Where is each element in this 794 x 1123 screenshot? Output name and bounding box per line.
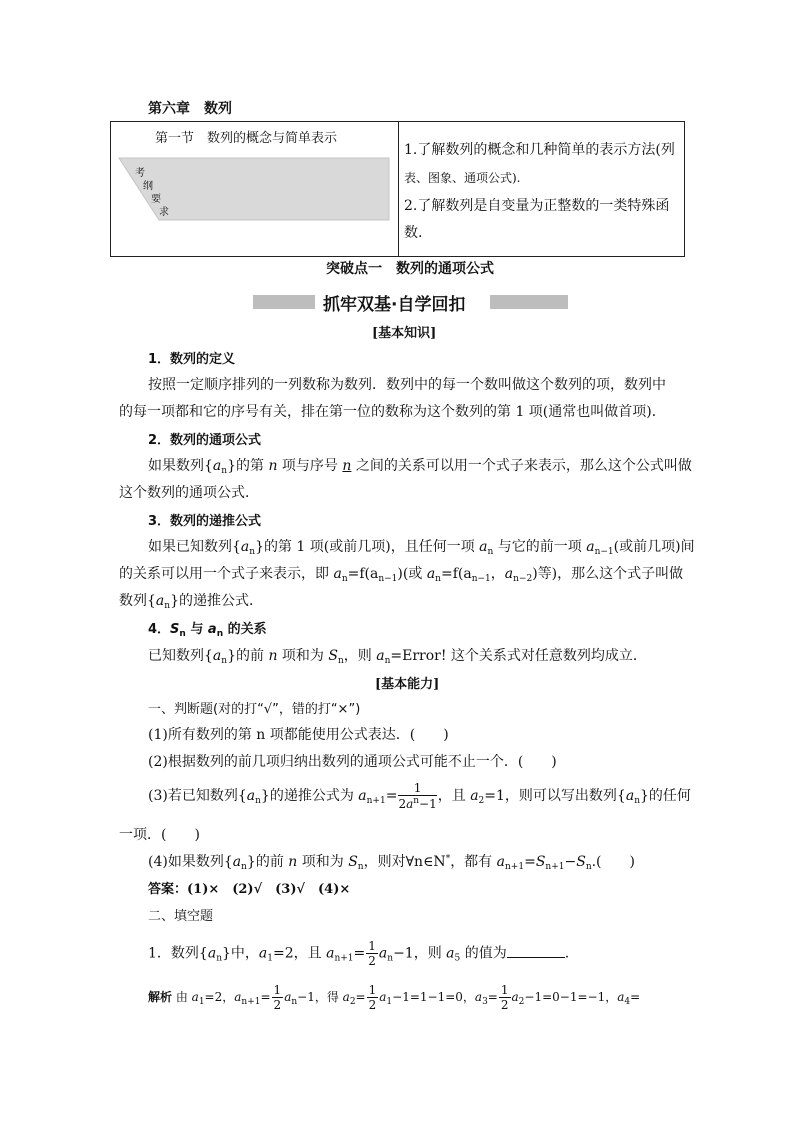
part1-q2: (2)根据数列的前几项归纳出数列的通项公式可能不止一个．( ) — [148, 754, 557, 770]
requirements-cell — [399, 122, 685, 257]
frac-den: $2a^n-1$ — [398, 796, 437, 811]
part1-answer: 答案：(1)× (2)√ (3)√ (4)× — [148, 882, 351, 897]
math-f: =f(a — [440, 566, 472, 582]
math-sub: n — [387, 953, 394, 964]
fraction — [499, 984, 511, 1011]
p2q1c: =2，且 — [273, 945, 327, 962]
math-a: a — [446, 945, 455, 962]
k3-l1a: 如果已知数列{ — [148, 539, 241, 555]
k3-l2b: (或 — [402, 566, 427, 582]
chapter-title: 第六章 数列 — [148, 101, 232, 117]
math-sub: n — [221, 656, 228, 666]
k2-l1b: }的第 — [227, 458, 269, 474]
section-cell — [111, 122, 399, 257]
math-a: a — [333, 566, 342, 582]
math-sub: n−1 — [594, 547, 614, 557]
math-a: a — [470, 788, 479, 804]
math-sub: n — [634, 796, 640, 806]
part1-heading: 一、判断题(对的打“√”，错的打“×”) — [148, 702, 361, 717]
math-sub: n — [164, 601, 171, 611]
requirements-table — [110, 121, 685, 257]
fraction — [272, 984, 284, 1011]
k3-l1d: (或前几项)间 — [613, 539, 695, 555]
math-close: ) — [397, 566, 403, 582]
k3-heading: 3．数列的递推公式 — [148, 514, 262, 529]
k3-l1b: }的第 1 项(或前几项)，且任何一项 — [255, 539, 480, 555]
frac-num: 1 — [273, 983, 282, 997]
frac-num: 1 — [368, 983, 377, 997]
fraction — [366, 940, 378, 967]
math-a: a — [212, 458, 222, 474]
q4a: (4)如果数列{ — [148, 854, 233, 870]
math-a: a — [479, 539, 488, 555]
k2-l1d: 之间的关系可以用一个式子来表示，那么这个公式叫做 — [351, 458, 692, 474]
k4-hc: 的关系 — [223, 622, 267, 637]
math-N: n∈N — [414, 854, 446, 870]
banner-title: 抓牢双基·自学回扣 — [323, 295, 466, 315]
math-sub: n−1 — [471, 574, 491, 584]
k2-line-2: 这个数列的通项公式． — [119, 485, 259, 501]
math-sub: n — [241, 862, 247, 872]
q3e: }的任何 — [639, 788, 691, 804]
k3-line-2: 的关系可以用一个式子来表示，即 $a_n=f(a_{n-1})$(或 $a_n=f(a_{n-1}$，$a_{n-2}$)等)，那么这个式子叫做 — [119, 566, 684, 584]
math-a: a — [326, 945, 335, 962]
an-a: 由 — [172, 990, 192, 1004]
k3-l2c: 等)，那么这个式子叫做 — [537, 566, 684, 582]
k3-l2a: 的关系可以用一个式子来表示，即 — [119, 566, 334, 582]
p2q1a: 1．数列{ — [148, 945, 208, 962]
an-e: −1=0−1=−1， — [524, 990, 618, 1004]
q3d: =1，则可以写出数列{ — [484, 788, 626, 804]
k1-line-1: 按照一定顺序排列的一列数称为数列．数列中的每一个数叫做这个数列的项，数列中 — [148, 377, 666, 393]
math-a: a — [258, 945, 268, 962]
req-line-3: 2.了解数列是自变量为正整数的一类特殊函 — [404, 198, 670, 214]
math-f: =f(a — [347, 566, 379, 582]
math-a: a — [378, 945, 388, 962]
math-S: S — [170, 622, 180, 637]
math-sub: n — [435, 574, 441, 584]
math-S: S — [328, 648, 338, 664]
math-sub: n — [384, 656, 391, 666]
frac-den: 2 — [368, 998, 377, 1012]
math-a: a — [376, 648, 385, 664]
math-sub: n — [179, 629, 186, 639]
math-a: a — [246, 788, 256, 804]
part1-q3-line1: (3)若已知数列$\{a_n\}$的递推公式为 $a_{n+1}=$ $\frac{1}{2a^n-1}$ ，且 $a_2=1$，则可以写出数列$\{a_n\}$的任何 — [148, 781, 691, 811]
banner-bar-right — [490, 295, 568, 309]
q4b: }的前 — [246, 854, 289, 870]
q4e: ，都有 — [450, 854, 497, 870]
k4-l1e: =Error! 这个关系式对任意数列均成立． — [390, 648, 647, 664]
q4d: ，则对∀ — [363, 854, 415, 870]
k3-l3a: 数列{ — [119, 593, 156, 609]
k2-heading: 2．数列的通项公式 — [148, 433, 262, 448]
math-a: a — [240, 539, 250, 555]
q3a: (3)若已知数列{ — [148, 788, 247, 804]
breakthrough-title: 突破点一 数列的通项公式 — [326, 261, 494, 277]
k4-l1c: 项和为 — [277, 648, 329, 664]
math-sub: n — [341, 574, 348, 584]
an-d: −1=1−1=0， — [392, 990, 475, 1004]
part1-q3-line2: 一项．( ) — [119, 827, 200, 843]
p2q1d: −1，则 — [393, 945, 447, 962]
an-c: −1，得 — [297, 990, 343, 1004]
math-a: a — [207, 622, 217, 637]
part2-heading: 二、填空题 — [148, 909, 214, 924]
frac-den: 2 — [500, 998, 509, 1012]
basic-knowledge-header: [基本知识] — [372, 326, 437, 341]
req-line-1: 1.了解数列的概念和几种简单的表示方法(列 — [404, 142, 675, 158]
k2-line-1 — [148, 455, 692, 476]
math-a: a — [358, 788, 367, 804]
k3-line-1 — [148, 536, 695, 557]
q3c: ，且 — [437, 788, 471, 804]
kaogang-char-2: 纲 — [143, 181, 153, 192]
analysis-label: 解析 — [148, 990, 173, 1004]
q4c: 项和为 — [297, 854, 349, 870]
math-sub: n−2 — [513, 574, 533, 584]
basic-ability-header: [基本能力] — [375, 677, 440, 692]
math-S: S — [348, 854, 358, 870]
k1-line-2: 的每一项都和它的序号有关，排在第一位的数称为这个数列的第 1 项(通常也叫做首项)． — [119, 404, 666, 420]
frac-num: 1 — [368, 939, 376, 953]
math-a: a — [212, 648, 222, 664]
math-a: a — [426, 566, 436, 582]
fraction — [367, 984, 379, 1011]
k4-l1a: 已知数列{ — [148, 648, 213, 664]
math-sub: n — [216, 953, 222, 964]
k3-l3b: }的递推公式． — [170, 593, 263, 609]
math-sub: n — [337, 656, 344, 666]
math-n: n — [268, 458, 278, 474]
answer-blank[interactable] — [507, 945, 565, 958]
frac-den: 2 — [368, 954, 376, 968]
k4-l1b: }的前 — [227, 648, 269, 664]
math-a: a — [155, 593, 165, 609]
part1-q4: (4)如果数列$\{a_n\}$的前 n 项和为 $S_n$，则对∀n∈N*，都有 $a_{n+1}=S_{n+1}-S_n$.( ) — [148, 854, 635, 872]
k3-l1c: 与它的前一项 — [493, 539, 587, 555]
k4-l1d: ，则 — [343, 648, 377, 664]
math-a: a — [625, 788, 635, 804]
math-a: a — [232, 854, 242, 870]
an-b: =2， — [204, 990, 235, 1004]
q3b: }的递推公式为 — [260, 788, 359, 804]
frac-num: 1 — [398, 782, 436, 796]
math-sub: n — [357, 862, 364, 872]
part1-q1: (1)所有数列的第 n 项都能使用公式表达．( ) — [148, 727, 449, 743]
math-sub: n — [487, 547, 494, 557]
frac-den: 2 — [273, 998, 282, 1012]
kaogang-char-1: 考 — [135, 168, 145, 179]
math-n: n — [342, 458, 352, 474]
kaogang-char-3: 要 — [151, 194, 161, 205]
req-line-4: 数. — [404, 225, 423, 241]
kaogang-char-4: 求 — [159, 207, 169, 218]
req-line-2: 表、图象、通项公式). — [404, 171, 521, 185]
k2-l1c: 项与序号 — [277, 458, 343, 474]
math-a: a — [586, 539, 595, 555]
k4-hb: 与 — [185, 622, 208, 637]
math-a: a — [504, 566, 514, 582]
math-sub: n — [249, 547, 256, 557]
math-sub: n — [255, 796, 261, 806]
math-n: n — [268, 648, 278, 664]
frac-num: 1 — [500, 983, 509, 997]
math-close: ) — [532, 566, 538, 582]
p2q1b: }中， — [221, 945, 259, 962]
math-sub: n — [221, 466, 228, 476]
banner-bar-left — [253, 295, 315, 309]
k1-heading: 1．数列的定义 — [148, 352, 236, 367]
k4-heading: 4．$S_n$ 与 $a_n$ 的关系 — [148, 622, 267, 639]
fraction — [398, 782, 436, 810]
k4-line-1 — [148, 645, 647, 666]
math-sub: n — [216, 629, 224, 639]
k3-line-3 — [119, 590, 263, 611]
k2-l1a: 如果数列{ — [148, 458, 213, 474]
part2-analysis: 解析 由 $a_1=2$，$a_{n+1}=$ $\frac{1}{2}$ $a_n-1$，得 $a_2=$ $\frac{1}{2}$ $a_1-1=1-1=0$，$a_3=$ $\frac{1}{2}$ $a_2-1=0-1=-1$，$a_4=$ — [148, 983, 641, 1012]
math-sub: n−1 — [378, 574, 398, 584]
section-title: 第一节 数列的概念与简单表示 — [155, 131, 338, 146]
part2-q1: 1．数列$\{a_n\}$中，$a_1=2$，且 $a_{n+1}=$ $\frac{1}{2}$ $a_n-1$，则 $a_5$ 的值为 . — [148, 939, 570, 968]
math-a: a — [207, 945, 217, 962]
q4f: .( ) — [591, 854, 635, 870]
p2q1e: 的值为 — [460, 945, 507, 962]
math-n: n — [288, 854, 298, 870]
